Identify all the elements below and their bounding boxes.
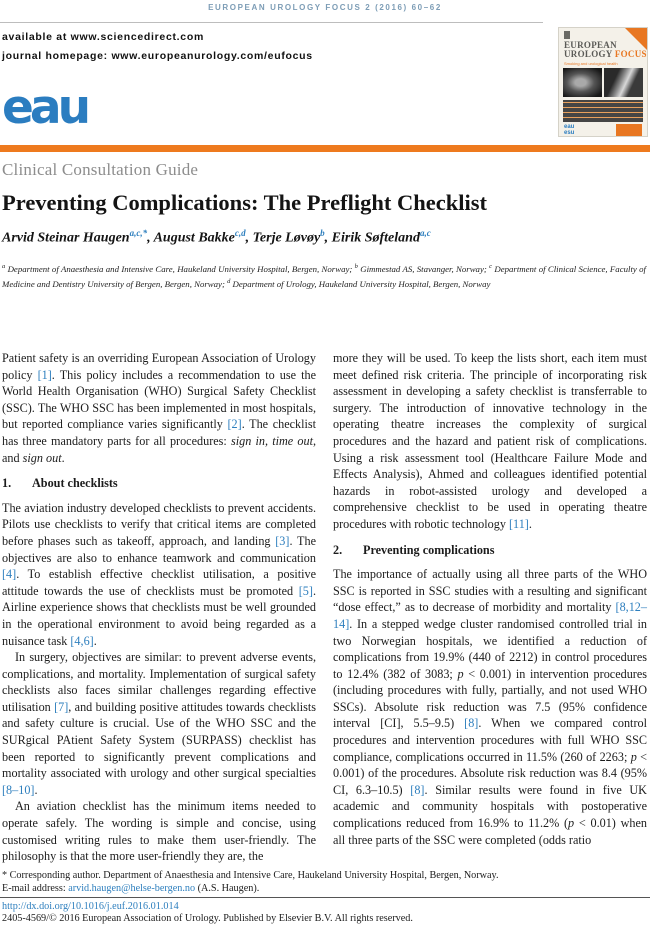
affiliation-marker: a xyxy=(2,263,6,270)
affiliation-marker: d xyxy=(227,277,231,285)
text-run: < 0.01) when all three parts of the SSC were completed (odds ratio xyxy=(333,816,647,847)
text-run: . The checklist has three mandatory parts for all procedures: xyxy=(2,417,317,448)
journal-cover-thumbnail[interactable] xyxy=(558,27,648,137)
affiliation-text: Department of Clinical Science, Faculty of Medicine and Dentistry University of Bergen, Bergen, Norway; xyxy=(2,263,646,289)
text-run: An aviation checklist has the minimum items needed to operate safely. The wording is simple and concise, using customised writing rules to make them user-friendly. The philosophy is that the more user-friendly they are, the xyxy=(2,799,316,864)
citation-ref[interactable]: [3] xyxy=(275,533,290,548)
text-run: The importance of actually using all three parts of the WHO SSC is reported in SSC studies with a resulting and significant “dose effect,” as to decrease of morbidity and mortality xyxy=(333,567,647,615)
email-suffix: (A.S. Haugen). xyxy=(195,883,260,894)
text-run: more they will be used. To keep the lists short, each item must meet defined risk criteria. The principle of incorporating risk assessment in developing a safety checklist is transferrable to surgery. The introduction of innovative technology in the operating theatre increases the complexity of surgical procedures and the hazard and patient risk of complications. Using a risk assessment tool (Healthcare Failure Mode and Effects Analysis), Ahmed and colleagues identified potential hazards in robot-assisted urology and developed a comprehensive checklist to be used in operating theatre procedures with robotic technology xyxy=(333,351,647,531)
text-run: . To establish effective checklist utilisation, a positive attitude towards the use of checklists must be promoted xyxy=(2,567,316,598)
stat-p-symbol: p xyxy=(568,816,575,831)
eau-logo: eau xyxy=(2,80,88,135)
section-number: 1. xyxy=(2,476,12,491)
left-column xyxy=(2,350,316,865)
cover-ct-scan-image xyxy=(563,68,602,97)
email-link[interactable]: arvid.haugen@helse-bergen.no xyxy=(68,883,196,894)
author-name: Arvid Steinar Haugen xyxy=(2,230,130,246)
text-run: . Similar results were found in five UK academic and community hospitals with postoperative complications reduced from 16.9% to 11.2% ( xyxy=(333,782,647,831)
author-separator: , xyxy=(245,230,253,246)
author-name: August Bakke xyxy=(153,230,235,246)
section-heading-1 xyxy=(2,475,316,492)
author-separator: , xyxy=(324,230,332,246)
available-at-line: available at www.sciencedirect.com xyxy=(2,31,204,43)
cover-cigarette-image xyxy=(604,68,643,97)
citation-ref[interactable]: [2] xyxy=(227,417,242,432)
header-divider xyxy=(0,22,543,23)
article-body xyxy=(2,350,647,865)
cover-masthead-focus: FOCUS xyxy=(614,49,647,59)
stat-p-symbol: p xyxy=(457,666,464,681)
citation-ref[interactable]: [8,12–14] xyxy=(333,600,647,631)
text-run: The aviation industry developed checklists to prevent accidents. Pilots use checklists to verify that critical items are completed before phases such as takeoff, approach, and landing xyxy=(2,500,316,548)
doi-link[interactable]: http://dx.doi.org/10.1016/j.euf.2016.01.014 xyxy=(2,901,179,912)
text-run: . Airline experience shows that checklists must be well grounded in the operational environment to avoid being regarded as a nuisance task xyxy=(2,583,316,648)
journal-homepage-line: journal homepage: www.europeanurology.com/eufocus xyxy=(2,50,313,62)
author-affiliation-marker: a,c xyxy=(419,228,431,238)
affiliation-text: Department of Urology, Haukeland University Hospital, Bergen, Norway xyxy=(230,278,491,289)
author-affiliation-marker: c,d xyxy=(234,228,246,238)
stat-p-symbol: p xyxy=(630,749,637,764)
citation-ref[interactable]: [4,6] xyxy=(70,633,94,648)
article-category: Clinical Consultation Guide xyxy=(2,160,199,179)
paragraph xyxy=(333,566,647,848)
text-run: . When we compared control procedures and intervention procedures with full WHO SSC compliance, complications occurred in 11.5% (260 of 2263; xyxy=(333,716,647,764)
paragraph xyxy=(2,798,316,864)
email-label: E-mail address: xyxy=(2,883,69,894)
cover-article-list xyxy=(563,100,643,122)
cover-esu-logo: esu xyxy=(564,130,575,136)
author-name: Terje Løvøy xyxy=(252,230,321,246)
paragraph xyxy=(333,350,647,533)
cover-eau-logo: eau xyxy=(564,124,575,130)
accent-bar xyxy=(0,145,650,152)
cover-masthead xyxy=(564,41,647,59)
citation-ref[interactable]: [11] xyxy=(509,516,529,531)
text-run: . In a stepped wedge cluster randomised controlled trial in two Norwegian hospitals, we identified a reduction of complications from 19.9% (440 of 2212) in control procedures to 12.4% (382 of 3083; xyxy=(333,616,647,681)
text-run: < 0.001) in intervention procedures (including procedures with fully, partially, and not used WHO SSCs). Absolute risk reduction was 7.5 (95% confidence interval [CI], 5.5–9.5) xyxy=(333,666,647,731)
cover-publisher-block xyxy=(616,124,642,136)
section-title: About checklists xyxy=(32,476,118,491)
corresponding-author-footnote xyxy=(2,869,646,895)
publisher-mark-icon xyxy=(564,31,570,39)
paragraph xyxy=(2,649,316,798)
affiliation-marker: c xyxy=(489,263,493,270)
author-affiliation-marker: a,c,* xyxy=(129,228,148,238)
text-run: . xyxy=(528,516,532,531)
emphasis-text: sign out xyxy=(22,450,62,465)
section-title: Preventing complications xyxy=(363,542,495,557)
article-title: Preventing Complications: The Preflight Checklist xyxy=(2,190,487,215)
affiliations xyxy=(2,261,646,290)
citation-ref[interactable]: [8] xyxy=(464,716,479,731)
text-run: . xyxy=(61,450,65,465)
citation-ref[interactable]: [8–10] xyxy=(2,782,35,797)
author-affiliation-marker: b xyxy=(320,228,325,238)
text-run: . The objectives are also to enhance teamwork and communication xyxy=(2,533,316,565)
copyright-line: 2405-4569/© 2016 European Association of Urology. Published by Elsevier B.V. All rights reserved. xyxy=(2,913,413,924)
citation-ref[interactable]: [4] xyxy=(2,567,17,582)
text-run: . xyxy=(34,782,38,797)
affiliation-text: Gimmestad AS, Stavanger, Norway; xyxy=(357,263,490,274)
citation-ref[interactable]: [8] xyxy=(410,782,425,797)
author-separator: , xyxy=(147,230,154,246)
author-name: Eirik Søfteland xyxy=(331,230,420,246)
paragraph xyxy=(2,350,316,466)
footer-divider xyxy=(0,897,650,898)
cover-images xyxy=(563,68,643,97)
cover-society-logos xyxy=(564,124,574,136)
journal-citation-line: EUROPEAN UROLOGY FOCUS 2 (2016) 60–62 xyxy=(208,3,442,12)
text-run: < 0.001) of the procedures. Absolute risk reduction was 8.4 (95% CI, 6.3–10.5) xyxy=(333,749,647,797)
text-run: . This policy includes a recommendation to use the World Health Organisation (WHO) Surgical Safety Checklist (SSC). The WHO SSC has been implemented in most hospitals, but reported compliance varies significantly xyxy=(2,367,316,432)
affiliation-text: Department of Anaesthesia and Intensive Care, Haukeland University Hospital, Bergen, Norway; xyxy=(5,263,355,274)
citation-ref[interactable]: [1] xyxy=(37,367,52,382)
citation-ref[interactable]: [5] xyxy=(298,583,313,598)
right-column xyxy=(333,350,647,865)
text-run: . xyxy=(93,633,97,648)
footnote-line1: * Corresponding author. Department of Anaesthesia and Intensive Care, Haukeland University Hospital, Bergen, Norway. xyxy=(2,870,499,881)
citation-ref[interactable]: [7] xyxy=(54,699,69,714)
text-run: Patient safety is an overriding European Association of Urology policy xyxy=(2,351,316,382)
affiliation-marker: b xyxy=(354,263,358,270)
footnote-line2 xyxy=(2,882,646,895)
emphasis-text: sign in, time out xyxy=(230,433,313,448)
cover-masthead-line1: EUROPEAN xyxy=(564,40,617,50)
text-run: , and xyxy=(2,433,316,465)
text-run: In surgery, objectives are similar: to prevent adverse events, complications, and mortality. Implementation of surgical safety checklists also faces similar challenges regarding effective utilisation xyxy=(2,650,316,714)
cover-masthead-line2: UROLOGY xyxy=(564,49,615,59)
cover-subtitle: Smoking and urological health xyxy=(564,61,618,66)
author-line xyxy=(2,228,431,247)
section-heading-2 xyxy=(333,542,647,559)
text-run: , and building positive attitudes towards checklists and safety culture is crucial. Use of the WHO SSC and the SURgical PAtient Safety System (SURPASS) checklist has been reported to significantly prevent complications and mortality associated with urology and other surgical specialties xyxy=(2,699,317,781)
section-number: 2. xyxy=(333,542,343,557)
paragraph xyxy=(2,500,316,649)
